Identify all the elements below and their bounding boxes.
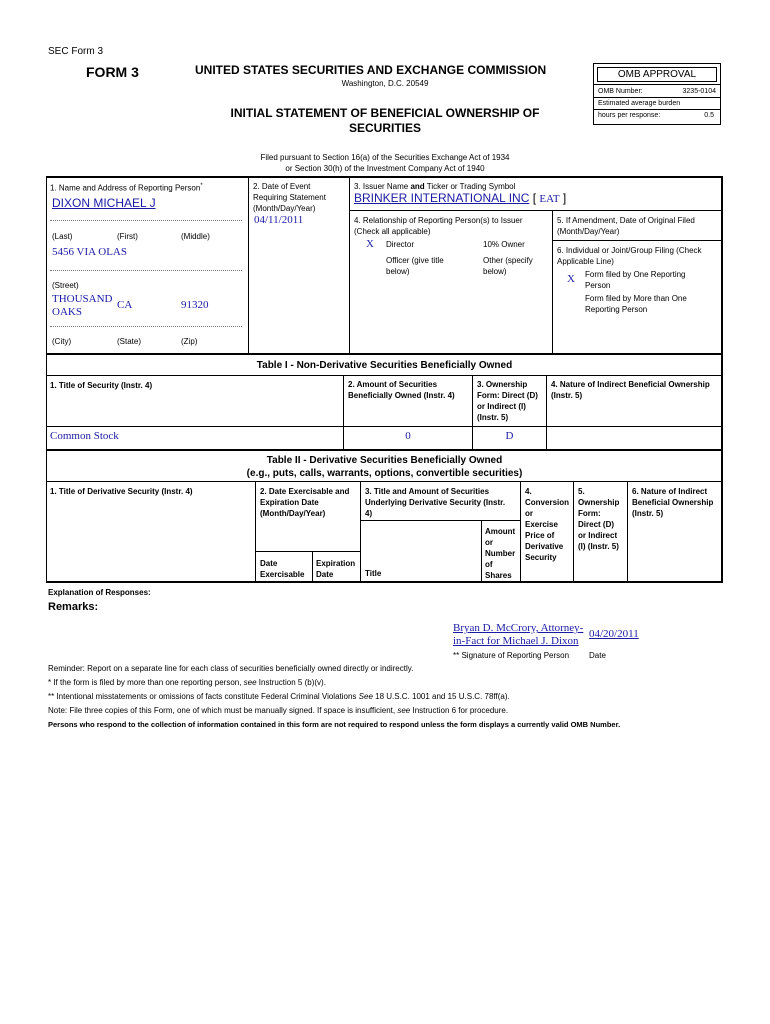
ticker-bracket: [ <box>532 191 537 205</box>
box5-label-line: 5. If Amendment, Date of Original Filed <box>557 216 695 225</box>
table1-col2-line: Beneficially Owned (Instr. 4) <box>348 391 455 400</box>
security-title-cell: Common Stock <box>50 430 119 442</box>
other-label <box>483 255 533 277</box>
border-line <box>46 449 723 451</box>
table1-col2-header <box>348 379 455 401</box>
box1-label-text: 1. Name and Address of Reporting Person <box>50 183 201 193</box>
table1-col3-line: Form: Direct (D) <box>477 391 538 400</box>
issuer-line <box>354 191 566 205</box>
table1-col3-line: or Indirect (I) <box>477 402 526 411</box>
street-label: (Street) <box>52 281 79 290</box>
signature-line: Bryan D. McCrory, Attorney- <box>453 622 584 634</box>
table1-col3-line: (Instr. 5) <box>477 413 509 422</box>
table1-title: Table I - Non-Derivative Securities Beneficially Owned <box>256 360 513 371</box>
table2-col1-header: 1. Title of Derivative Security (Instr. 4) <box>50 487 193 496</box>
note-see: see <box>397 706 411 715</box>
issuer-name-link[interactable]: BRINKER INTERNATIONAL INC <box>354 191 530 205</box>
border-line <box>520 481 521 582</box>
city-value-line-1: THOUSAND <box>52 293 113 305</box>
box6-label-line: Applicable Line) <box>557 257 614 266</box>
signature-name <box>453 622 583 648</box>
box4-label <box>354 215 523 237</box>
table2-col4-header <box>525 486 569 563</box>
one-person-label <box>585 269 686 291</box>
border-line <box>46 449 47 582</box>
note-copies <box>48 706 508 715</box>
officer-label <box>386 255 444 277</box>
note-multiple-persons <box>48 678 326 687</box>
border-line <box>360 520 520 521</box>
city-label: (City) <box>52 337 72 346</box>
omb-number: 3235-0104 <box>682 88 716 95</box>
box3-label <box>354 182 515 191</box>
table2-col4-line: Security <box>525 553 557 562</box>
border-line <box>248 176 249 354</box>
ticker-bracket: ] <box>562 191 567 205</box>
omb-number-label: OMB Number: <box>598 88 643 95</box>
table2-col2-sub-line: Expiration <box>316 559 356 568</box>
note-text: * If the form is filed by more than one reporting person, <box>48 678 244 687</box>
table2-title <box>46 454 723 480</box>
omb-hours-label: hours per response: <box>598 112 661 119</box>
middle-label: (Middle) <box>181 232 210 241</box>
border-line <box>255 481 256 582</box>
ownership-form-cell: D <box>505 430 514 442</box>
table2-title-line: Table II - Derivative Securities Beneficially Owned <box>266 455 503 466</box>
note-see: see <box>243 678 257 687</box>
box4-label-line: (Check all applicable) <box>354 227 431 236</box>
border-line <box>349 210 723 211</box>
table1-col3-header <box>477 379 538 423</box>
border-line <box>627 481 628 582</box>
box1-asterisk: * <box>200 183 203 189</box>
note-text: Instruction 6 for procedure. <box>410 706 509 715</box>
remarks-heading: Remarks: <box>48 601 99 613</box>
statement-title-line-2: SECURITIES <box>348 121 421 135</box>
table2-col3-line: 4) <box>365 509 373 518</box>
border-line <box>46 375 723 376</box>
table2-col3-sub-line: of <box>485 560 493 569</box>
table2-col3-line: Underlying Derivative Security (Instr. <box>365 498 506 507</box>
state-value: CA <box>117 299 133 311</box>
border-line <box>721 353 723 450</box>
box2-label-line: Requiring Statement <box>253 193 326 202</box>
table1-col4-line: 4. Nature of Indirect Beneficial Ownership <box>551 380 710 389</box>
border-line <box>349 176 350 354</box>
table1-col3-line: 3. Ownership <box>477 380 528 389</box>
box6-label <box>557 245 702 267</box>
reporting-person-name-link[interactable]: DIXON MICHAEL J <box>52 196 156 210</box>
one-person-checkmark[interactable]: X <box>567 273 575 285</box>
table2-col2-header <box>260 486 349 519</box>
officer-label-line: below) <box>386 267 410 276</box>
more-persons-label-line: Form filed by More than One <box>585 294 687 303</box>
border-line <box>46 353 47 450</box>
omb-approval-box <box>593 63 721 125</box>
box3-label-part: 3. Issuer Name <box>354 182 411 191</box>
border-line <box>721 449 723 582</box>
filed-pursuant-line-1: Filed pursuant to Section 16(a) of the Securities Exchange Act of 1934 <box>260 153 510 162</box>
table1-col4-header <box>551 379 710 401</box>
omb-persons-note: Persons who respond to the collection of information contained in this form are not required to respond unless the form displays a currently valid OMB Number. <box>48 720 621 729</box>
table2-col4-line: Price of <box>525 531 555 540</box>
first-label: (First) <box>117 232 138 241</box>
table2-col5-line: (I) (Instr. 5) <box>578 542 619 551</box>
table2-col4-line: or <box>525 509 533 518</box>
table2-col5-line: Ownership <box>578 498 620 507</box>
table2-col2-line: Expiration Date <box>260 498 319 507</box>
signature-label: ** Signature of Reporting Person <box>453 651 570 660</box>
box2-label-line: (Month/Day/Year) <box>253 204 316 213</box>
state-label: (State) <box>117 337 142 346</box>
table1-col1-header: 1. Title of Security (Instr. 4) <box>50 381 153 390</box>
filed-pursuant-line-2: or Section 30(h) of the Investment Company Act of 1940 <box>285 164 485 173</box>
table2-col2-line: 2. Date Exercisable and <box>260 487 350 496</box>
omb-hours: 0.5 <box>704 112 714 119</box>
box6-label-line: 6. Individual or Joint/Group Filing (Check <box>557 246 702 255</box>
signature-line: in-Fact for Michael J. Dixon <box>453 635 579 647</box>
box3-label-and: and <box>410 182 425 191</box>
table2-col5-line: 5. <box>578 487 585 496</box>
omb-divider <box>594 97 720 98</box>
note-text: 18 U.S.C. 1001 and 15 U.S.C. 78ff(a). <box>372 692 510 701</box>
border-line <box>552 240 723 241</box>
border-line <box>46 481 723 482</box>
filed-pursuant <box>200 152 570 174</box>
border-line <box>46 176 47 354</box>
dotted-rule <box>50 326 242 327</box>
note-text: Instruction 5 (b)(v). <box>256 678 326 687</box>
signature-date: 04/20/2011 <box>589 628 639 640</box>
agency-city: Washington, D.C. 20549 <box>341 79 429 88</box>
table2-col5-header <box>578 486 619 552</box>
amount-owned-cell: 0 <box>405 430 411 442</box>
note-text: ** Intentional misstatements or omissions of facts constitute Federal Criminal Violations <box>48 692 359 701</box>
border-line <box>721 176 723 354</box>
date-label: Date <box>589 651 606 660</box>
more-persons-label <box>585 293 687 315</box>
note-misstatements <box>48 692 510 701</box>
dotted-rule <box>50 220 242 221</box>
more-persons-label-line: Reporting Person <box>585 305 648 314</box>
box2-label-line: 2. Date of Event <box>253 182 311 191</box>
omb-title: OMB APPROVAL <box>597 67 717 82</box>
event-date-value: 04/11/2011 <box>254 214 304 226</box>
border-line <box>312 551 313 582</box>
border-line <box>573 481 574 582</box>
table2-col6-line: 6. Nature of Indirect <box>632 487 708 496</box>
border-line <box>552 210 553 354</box>
box2-label <box>253 181 326 214</box>
form-number: FORM 3 <box>86 64 139 80</box>
agency-name: UNITED STATES SECURITIES AND EXCHANGE COMMISSION <box>195 63 547 77</box>
table2-col5-line: Direct (D) <box>578 520 615 529</box>
other-label-line: Other (specify <box>483 256 533 265</box>
table2-col6-line: Beneficial Ownership <box>632 498 714 507</box>
border-line <box>46 353 723 355</box>
one-person-label-line: Form filed by One Reporting <box>585 270 686 279</box>
one-person-label-line: Person <box>585 281 611 290</box>
box1-label <box>50 183 203 193</box>
omb-divider <box>594 109 720 110</box>
zip-value: 91320 <box>181 299 209 311</box>
table2-expiration-date-header <box>316 558 355 580</box>
table2-col6-header <box>632 486 713 519</box>
border-line <box>46 176 723 178</box>
street-value: 5456 VIA OLAS <box>52 246 127 258</box>
table2-col3-sub-line: Amount <box>485 527 516 536</box>
table2-col2-sub-line: Exercisable <box>260 570 305 579</box>
table2-col3-sub-line: or <box>485 538 493 547</box>
table2-col6-line: (Instr. 5) <box>632 509 664 518</box>
note-text: Note: File three copies of this Form, one of which must be manually signed. If space is insufficient, <box>48 706 398 715</box>
box3-label-part: Ticker or Trading Symbol <box>424 182 516 191</box>
last-label: (Last) <box>52 232 73 241</box>
table2-title-line: (e.g., puts, calls, warrants, options, convertible securities) <box>246 468 523 479</box>
note-see: See <box>358 692 373 701</box>
table2-col4-line: Derivative <box>525 542 564 551</box>
dotted-rule <box>50 270 242 271</box>
table2-col4-line: Exercise <box>525 520 558 529</box>
box5-label <box>557 215 695 237</box>
officer-label-line: Officer (give title <box>386 256 444 265</box>
table2-col3-sub-line: Number <box>485 549 516 558</box>
table2-date-exercisable-header <box>260 558 304 580</box>
director-checkmark[interactable]: X <box>366 238 374 250</box>
sec-form-label: SEC Form 3 <box>48 46 104 57</box>
border-line <box>255 551 360 552</box>
director-label: Director <box>386 240 415 249</box>
city-value <box>52 293 113 319</box>
border-line <box>46 426 723 427</box>
table1-col4-line: (Instr. 5) <box>551 391 583 400</box>
ticker-symbol: EAT <box>539 193 560 205</box>
table2-col2-line: (Month/Day/Year) <box>260 509 326 518</box>
border-line <box>481 520 482 582</box>
table2-col5-line: or Indirect <box>578 531 618 540</box>
statement-title <box>200 106 570 136</box>
explanation-of-responses: Explanation of Responses: <box>48 588 151 597</box>
ten-percent-owner-label: 10% Owner <box>483 240 525 249</box>
city-value-line-2: OAKS <box>52 306 82 318</box>
box4-label-line: 4. Relationship of Reporting Person(s) to Issuer <box>354 216 523 225</box>
table2-col5-line: Form: <box>578 509 601 518</box>
table2-col3-line: 3. Title and Amount of Securities <box>365 487 490 496</box>
table2-amount-subheader <box>485 526 515 581</box>
table2-col4-line: 4. <box>525 487 532 496</box>
table1-col2-line: 2. Amount of Securities <box>348 380 438 389</box>
table2-title-subheader: Title <box>365 569 382 578</box>
statement-title-line-1: INITIAL STATEMENT OF BENEFICIAL OWNERSHIP OF <box>230 106 540 120</box>
table2-col2-sub-line: Date <box>316 570 334 579</box>
table2-col4-line: Conversion <box>525 498 570 507</box>
omb-divider <box>594 84 720 85</box>
border-line <box>46 581 723 583</box>
border-line <box>360 481 361 582</box>
table2-col3-sub-line: Shares <box>485 571 512 580</box>
reminder-note: Reminder: Report on a separate line for each class of securities beneficially owned directly or indirectly. <box>48 664 414 673</box>
table2-col3-header <box>365 486 505 519</box>
omb-burden-label: Estimated average burden <box>598 100 681 107</box>
table2-col2-sub-line: Date <box>260 559 278 568</box>
box5-label-line: (Month/Day/Year) <box>557 227 620 236</box>
other-label-line: below) <box>483 267 507 276</box>
zip-label: (Zip) <box>181 337 198 346</box>
